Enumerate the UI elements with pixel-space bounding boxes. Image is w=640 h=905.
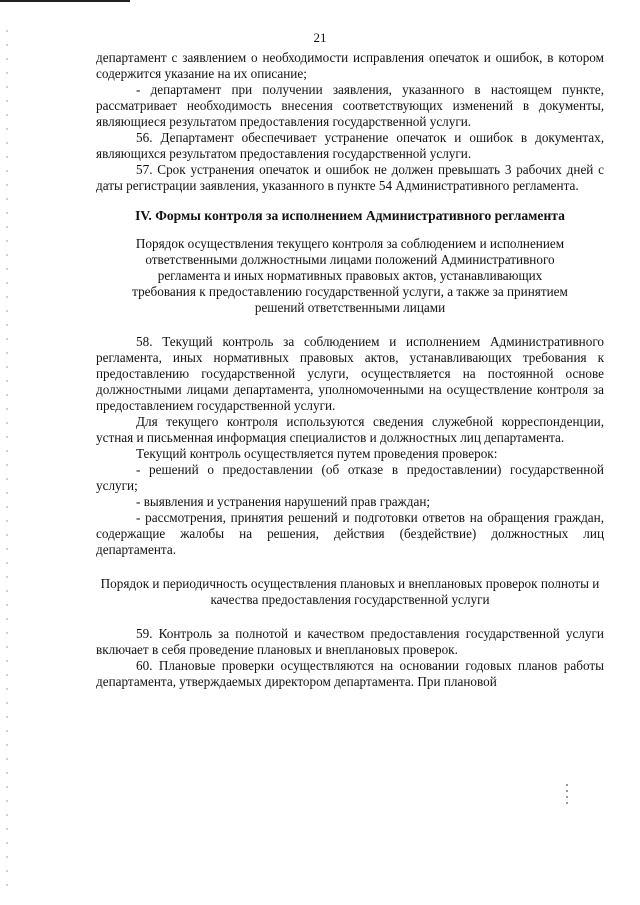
paragraph: 59. Контроль за полнотой и качеством предоставления государственной услуги включает в себя проведение плановых и внеплановых проверок. xyxy=(96,626,604,657)
list-item: - выявления и устранения нарушений прав граждан; xyxy=(136,494,431,509)
paragraph: - департамент при получении заявления, указанного в настоящем пункте, рассматривает необходимость внесения соответствующих изменений в документы, являющиеся результатом предоставления государственной услуги. xyxy=(96,82,604,129)
list-item: - решений о предоставлении (об отказе в предоставлении) государственной услуги; xyxy=(96,462,604,493)
paragraph: 57. Срок устранения опечаток и ошибок не должен превышать 3 рабочих дней с даты регистрации заявления, указанного в пункте 54 Административного регламента. xyxy=(96,162,604,193)
list-item: - рассмотрения, принятия решений и подготовки ответов на обращения граждан, содержащие жалобы на решения, действия (бездействие) должностных лиц департамента. xyxy=(96,510,604,557)
paragraph: департамент с заявлением о необходимости исправления опечаток и ошибок, в котором содержится указание на их описание; xyxy=(96,50,604,81)
section-heading: IV. Формы контроля за исполнением Административного регламента xyxy=(135,208,565,223)
subsection-heading: Порядок и периодичность осуществления плановых и внеплановых проверок полноты и качества предоставления государственной услуги xyxy=(100,576,600,607)
document-body xyxy=(96,50,604,690)
paragraph: Для текущего контроля используются сведения служебной корреспонденции, устная и письменная информация специалистов и должностных лиц департамента. xyxy=(96,414,604,445)
paragraph: 60. Плановые проверки осуществляются на основании годовых планов работы департамента, утверждаемых директором департамента. При плановой xyxy=(96,658,604,689)
paragraph: 56. Департамент обеспечивает устранение опечаток и ошибок в документах, являющихся результатом предоставления государственной услуги. xyxy=(96,130,604,161)
paragraph: 58. Текущий контроль за соблюдением и исполнением Административного регламента, иных нормативных правовых актов, устанавливающих требования к предоставлению государственной услуги, осуществляется на постоянной основе должностными лицами департамента, уполномоченными на осуществление контроля за предоставлением государственной услуги. xyxy=(96,334,604,413)
scan-artifact-mark xyxy=(566,784,568,806)
subsection-heading: Порядок осуществления текущего контроля за соблюдением и исполнением ответственными должностными лицами положений Административного регламента и иных нормативных правовых актов, устанавливающих требования к предоставлению государственной услуги, а также за принятием решений ответственными лицами xyxy=(132,236,568,315)
scan-artifact-top-line xyxy=(0,0,130,2)
paragraph: Текущий контроль осуществляется путем проведения проверок: xyxy=(136,446,498,461)
scan-artifact-left-margin xyxy=(6,30,8,890)
page-number: 21 xyxy=(313,30,327,45)
